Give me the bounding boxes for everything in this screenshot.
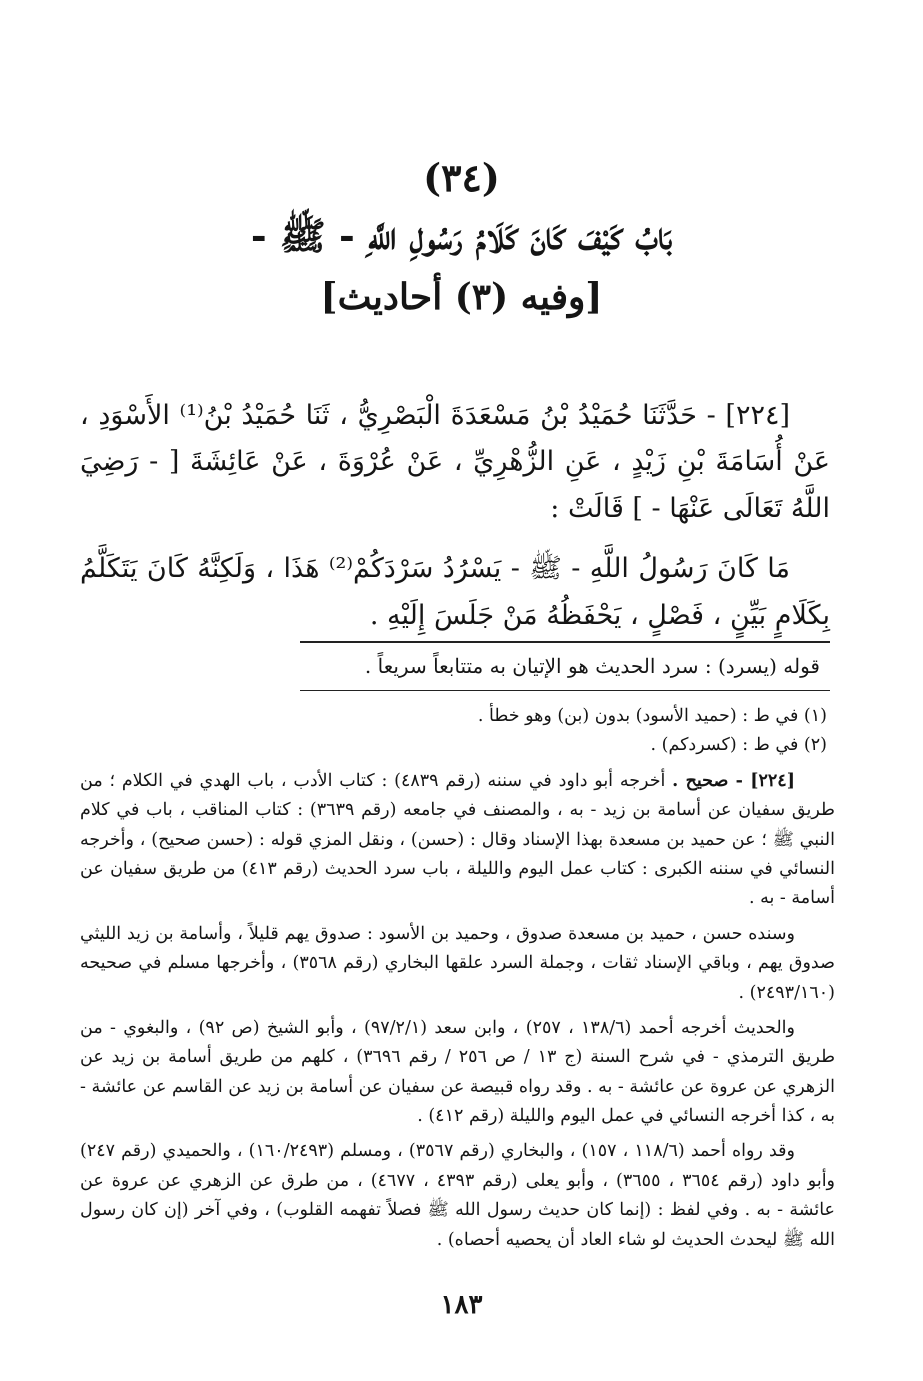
takhrij-text: أخرجه أبو داود في سننه (رقم ٤٨٣٩) : كتاب الأدب ، باب الهدي في الكلام ؛ من طريق سفيان عن أسامة بن زيد - به ، والمصنف في جامعه (رقم ٣٦٣٩) : كتاب المناقب ، باب في كلام النبي ﷺ ؛ عن حميد بن مسعدة بهذا الإسناد وقال : (حسن) ، ونقل المزي قوله : (حسن صحيح) ، وأخرجه النسائي في سننه الكبرى : كتاب عمل اليوم والليلة ، باب سرد الحديث (رقم ٤١٣) من طريق سفيان عن أسامة - به .	[80, 770, 835, 909]
separator-rule	[300, 641, 830, 643]
takhrij-paragraph	[80, 767, 835, 914]
footnote-2: (٢) في ط : (كسردكم) .	[650, 735, 827, 756]
chapter-number: (٣٤)	[423, 155, 500, 200]
sources-paragraph: والحديث أخرجه أحمد (١٣٨/٦ ، ٢٥٧) ، وابن سعد (٩٧/٢/١) ، وأبو الشيخ (ص ٩٢) ، والبغوي - من طريق الترمذي - في شرح السنة (ج ١٣ / ص ٢٥٦ / رقم ٣٦٩٦) ، كلهم من طريق أسامة بن زيد عن الزهري عن عروة عن عائشة - به . وقد رواه قبيصة عن سفيان عن أسامة بن زيد عن القاسم عن عائشة - به ، كذا أخرجه النسائي في عمل اليوم والليلة (رقم ٤١٢) .	[80, 1017, 835, 1127]
hadith-text	[80, 393, 830, 639]
page-number: ١٨٣	[440, 1290, 483, 1320]
chapter-title: بَابُ كَيْفَ كَانَ كَلَامُ رَسُولِ اللَّهِ - ﷺ -	[250, 213, 673, 258]
footnotes-section	[80, 702, 835, 1255]
takhrij-label: [٢٢٤] - صحيح .	[672, 770, 795, 791]
footnote-1: (١) في ط : (حميد الأسود) بدون (بن) وهو خطأ .	[477, 706, 827, 726]
hadith-matn: مَا كَانَ رَسُولُ اللَّهِ - ﷺ - يَسْرُدُ سَرْدَكُمْ⁽²⁾ هَذَا ، وَلَكِنَّهُ كَانَ يَتَكَلَّمُ بِكَلَامٍ بَيِّنٍ ، فَصْلٍ ، يَحْفَظُهُ مَنْ جَلَسَ إِلَيْهِ .	[80, 553, 830, 631]
variants-paragraph: وقد رواه أحمد (١١٨/٦ ، ١٥٧) ، والبخاري (رقم ٣٥٦٧) ، ومسلم (١٦٠/٢٤٩٣) ، والحميدي (رقم ٢٤٧) وأبو داود (رقم ٣٦٥٤ ، ٣٦٥٥) ، وأبو يعلى (رقم ٤٣٩٣ ، ٤٦٧٧) ، من طرق عن الزهري عن عروة عن عائشة - به . وفي لفظ : (إنما كان حديث رسول الله ﷺ فصلاً تفهمه القلوب) ، وفي آخر (إن كان رسول الله ﷺ ليحدث الحديث لو شاء العاد أن يحصيه أحصاه) .	[80, 1141, 836, 1250]
word-gloss: قوله (يسرد) : سرد الحديث هو الإتيان به متتابعاً سريعاً .	[364, 654, 820, 678]
chapter-subtitle: [وفيه (٣) أحاديث]	[320, 276, 603, 318]
grading-paragraph: وسنده حسن ، حميد بن مسعدة صدوق ، وحميد بن الأسود : صدوق يهم قليلاً ، وأسامة بن زيد الليثي صدوق يهم ، وباقي الإسناد ثقات ، وجملة السرد علقها البخاري (رقم ٣٥٦٨) ، وأخرجها مسلم في صحيحه (٢٤٩٣/١٦٠) .	[80, 923, 835, 1003]
hadith-isnad: [٢٢٤] - حَدَّثَنَا حُمَيْدُ بْنُ مَسْعَدَةَ الْبَصْرِيُّ ، ثَنَا حُمَيْدُ بْنُ⁽¹⁾ الأَسْوَدِ ، عَنْ أُسَامَةَ بْنِ زَيْدٍ ، عَنِ الزُّهْرِيِّ ، عَنْ عُرْوَةَ ، عَنْ عَائِشَةَ [ - رَضِيَ اللَّهُ تَعَالَى عَنْهَا - ] قَالَتْ :	[80, 400, 830, 524]
footnote-rule	[300, 690, 830, 691]
